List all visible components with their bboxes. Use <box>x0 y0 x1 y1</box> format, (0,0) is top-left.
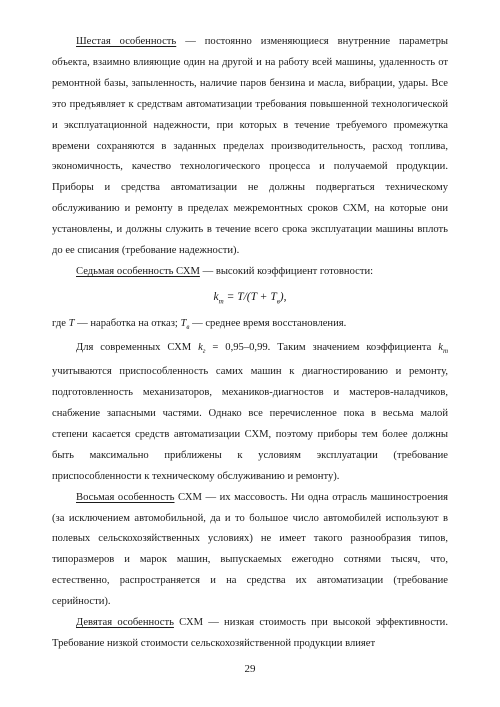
formula-k: k <box>213 290 219 303</box>
sixth-feature-text: — постоянно изменяющиеся внутренние параметры объекта, взаимно влияющие один на другой и на работу всей машины, удаленность от ремонтной базы, запыленность, наличие паров бензина и масла, вибрации, удары. Все это предъявляет к средствам автоматизации требования повышенной технологической и эксплуатационной надежности, при которых в течение требуемого промежутка времени сохраняются в заданных пределах производительность, расход топлива, экономичность, качество технологического процесса и получаемой продукции. Приборы и средства автоматизации не должны подвергаться техническому обслуживанию и ремонту в пределах межремонтных сроков СХМ, на которые они установлены, и должны служить в течение всего срока эксплуатации машины вплоть до ее списания (требование надежности). <box>52 36 448 257</box>
where-symbol-tb-subscript: в <box>186 323 190 332</box>
modern-symbol-k: k <box>198 342 203 354</box>
seventh-feature-text: — высокий коэффициент готовности: <box>199 265 374 277</box>
paragraph-eighth-feature <box>52 488 448 613</box>
modern-text-3: учитываются приспособленность самих машин к диагностированию и ремонту, подготовленность механизаторов, механиков-диагностов и мастеров-наладчиков, снабжение запасными частями. Однако все перечисленное пока в весьма малой степени касается средств автоматизации СХМ, поэтому приборы тем более должны быть максимально приближены к условиям эксплуатации (требование приспособленности к техническому обслуживанию и ремонту). <box>52 366 448 482</box>
eighth-feature-text: СХМ — их массовость. Ни одна отрасль машиностроения (за исключением автомобильной, да и то большое число автомобилей используют в полевых сельскохозяйственных условиях) не имеет такого разнообразия типов, типоразмеров и марок машин, выпускаемых ежегодно сотнями тысяч, что, естественно, распространяется и на средства их автоматизации (требование серийности). <box>52 491 448 608</box>
modern-text-2: = 0,95–0,99. Таким значением коэффициента <box>205 342 439 354</box>
ninth-feature-text: СХМ — низкая стоимость при высокой эффективности. Требование низкой стоимости сельскохозяйственной продукции влияет <box>52 617 448 649</box>
paragraph-modern-sxm <box>52 338 448 487</box>
availability-formula <box>52 286 448 312</box>
where-symbol-tb: T <box>180 318 187 330</box>
modern-symbol-k2-subscript: т <box>442 347 449 356</box>
formula-tb-subscript: в <box>276 297 280 306</box>
modern-symbol-k2: k <box>438 342 443 354</box>
page-number: 29 <box>244 663 256 675</box>
where-text-3: — среднее время восстановления. <box>189 318 347 330</box>
paragraph-sixth-feature <box>52 32 448 262</box>
modern-text-1: Для современных СХМ <box>76 342 199 354</box>
where-text-2: — наработка на отказ; <box>74 318 181 330</box>
ninth-feature-heading: Девятая особенность <box>76 617 174 629</box>
paragraph-seventh-feature <box>52 262 448 283</box>
formula-equation: = T/(T + T <box>223 290 277 303</box>
where-text-1: где <box>52 318 69 330</box>
eighth-feature-heading: Восьмая особенность <box>76 491 175 503</box>
modern-symbol-k-subscript: г <box>202 347 206 356</box>
formula-k-subscript: т <box>218 297 224 306</box>
sixth-feature-heading: Шестая особенность <box>76 36 177 47</box>
formula-tail: ), <box>279 290 287 303</box>
paragraph-where <box>52 314 448 338</box>
paragraph-ninth-feature <box>52 613 448 655</box>
seventh-feature-heading: Седьмая особенность СХМ <box>76 265 200 277</box>
where-symbol-t: T <box>68 318 75 330</box>
